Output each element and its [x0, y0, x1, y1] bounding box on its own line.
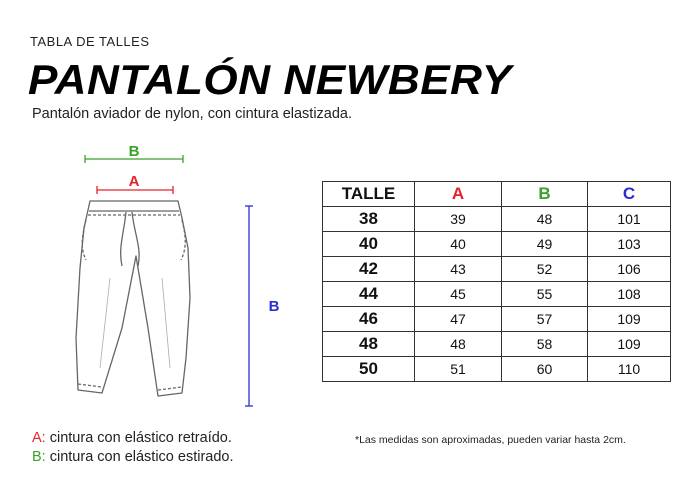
cell-a: 43: [415, 257, 502, 282]
pants-diagram: [70, 138, 310, 418]
table-row: [323, 307, 671, 332]
cell-a: 47: [415, 307, 502, 332]
cell-b: 49: [502, 232, 588, 257]
header-b: B: [502, 182, 588, 207]
cell-a: 51: [415, 357, 502, 382]
cell-a: 40: [415, 232, 502, 257]
cell-talle: 50: [323, 357, 415, 382]
legend: [32, 429, 234, 467]
legend-item-b: [32, 448, 234, 467]
size-table-header: [323, 182, 671, 207]
measurement-note: *Las medidas son aproximadas, pueden variar hasta 2cm.: [355, 434, 626, 446]
cell-b: 58: [502, 332, 588, 357]
cell-c: 108: [588, 282, 671, 307]
header-a: A: [415, 182, 502, 207]
cell-talle: 46: [323, 307, 415, 332]
cell-c: 109: [588, 332, 671, 357]
table-row: [323, 257, 671, 282]
page-subtitle: Pantalón aviador de nylon, con cintura elastizada.: [32, 106, 353, 122]
legend-item-a: [32, 429, 234, 448]
cell-b: 55: [502, 282, 588, 307]
cell-a: 45: [415, 282, 502, 307]
table-row: [323, 357, 671, 382]
table-row: [323, 282, 671, 307]
table-row: [323, 332, 671, 357]
cell-c: 110: [588, 357, 671, 382]
cell-talle: 48: [323, 332, 415, 357]
header-talle: TALLE: [323, 182, 415, 207]
cell-c: 109: [588, 307, 671, 332]
header-c: C: [588, 182, 671, 207]
cell-talle: 38: [323, 207, 415, 232]
cell-a: 39: [415, 207, 502, 232]
cell-talle: 42: [323, 257, 415, 282]
table-row: [323, 207, 671, 232]
pants-outline: [76, 201, 190, 396]
measure-b-side-label: B: [268, 298, 280, 315]
table-row: [323, 232, 671, 257]
cell-b: 52: [502, 257, 588, 282]
cell-a: 48: [415, 332, 502, 357]
measure-b-side: [245, 206, 253, 406]
legend-key-a: A:: [32, 430, 46, 446]
legend-text-b: cintura con elástico estirado.: [45, 449, 234, 465]
legend-key-b: B:: [32, 449, 46, 465]
page-title: PANTALÓN NEWBERY: [28, 56, 512, 103]
cell-talle: 40: [323, 232, 415, 257]
legend-text-a: cintura con elástico retraído.: [45, 430, 232, 446]
cell-talle: 44: [323, 282, 415, 307]
cell-b: 60: [502, 357, 588, 382]
measure-a-label: A: [128, 173, 140, 190]
size-table: [322, 181, 671, 382]
cell-c: 106: [588, 257, 671, 282]
cell-c: 101: [588, 207, 671, 232]
cell-b: 48: [502, 207, 588, 232]
cell-b: 57: [502, 307, 588, 332]
kicker-label: TABLA DE TALLES: [30, 34, 150, 49]
cell-c: 103: [588, 232, 671, 257]
measure-b-top-label: B: [128, 143, 140, 160]
